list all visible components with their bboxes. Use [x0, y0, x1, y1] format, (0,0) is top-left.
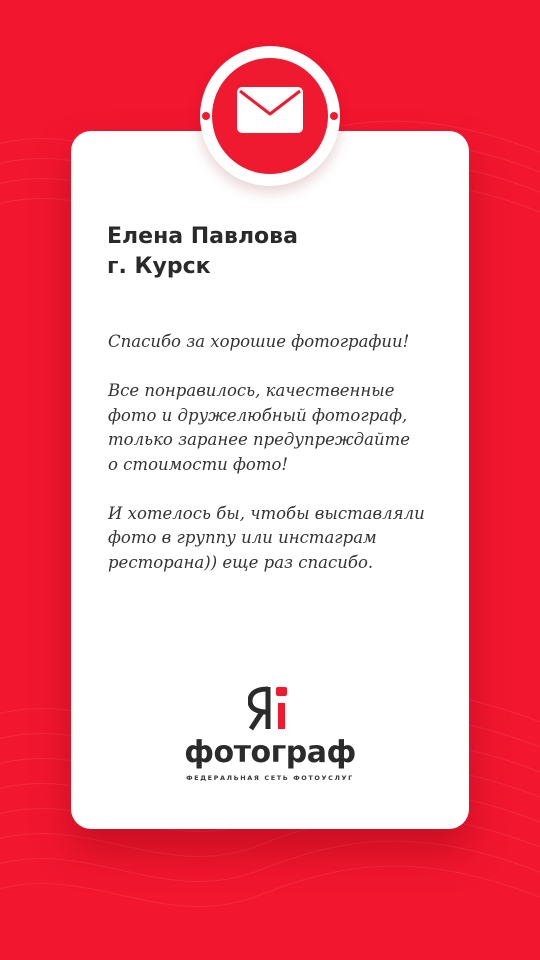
review-paragraph: Все понравилось, качественные фото и дружелюбный фотограф, только заранее предупреждайте о стоимости фото! [108, 381, 411, 474]
review-author [107, 222, 298, 282]
review-text [108, 330, 448, 600]
badge-dot-left [202, 112, 210, 120]
review-paragraph: И хотелось бы, чтобы выставляли фото в группу или инстаграм ресторана)) еще раз спасибо. [108, 503, 425, 572]
author-name: Елена Павлова [107, 224, 298, 249]
badge-dot-right [330, 112, 338, 120]
envelope-badge [200, 46, 340, 186]
badge-circle [212, 58, 328, 174]
logo-wordmark: фотограф [184, 735, 356, 770]
ya-logo-icon [248, 683, 294, 733]
review-paragraph: Спасибо за хорошие фотографии! [108, 332, 410, 351]
author-city: г. Курск [107, 254, 211, 279]
envelope-icon [236, 86, 304, 134]
logo-tagline: ФЕДЕРАЛЬНАЯ СЕТЬ ФОТОУСЛУГ [186, 774, 354, 782]
